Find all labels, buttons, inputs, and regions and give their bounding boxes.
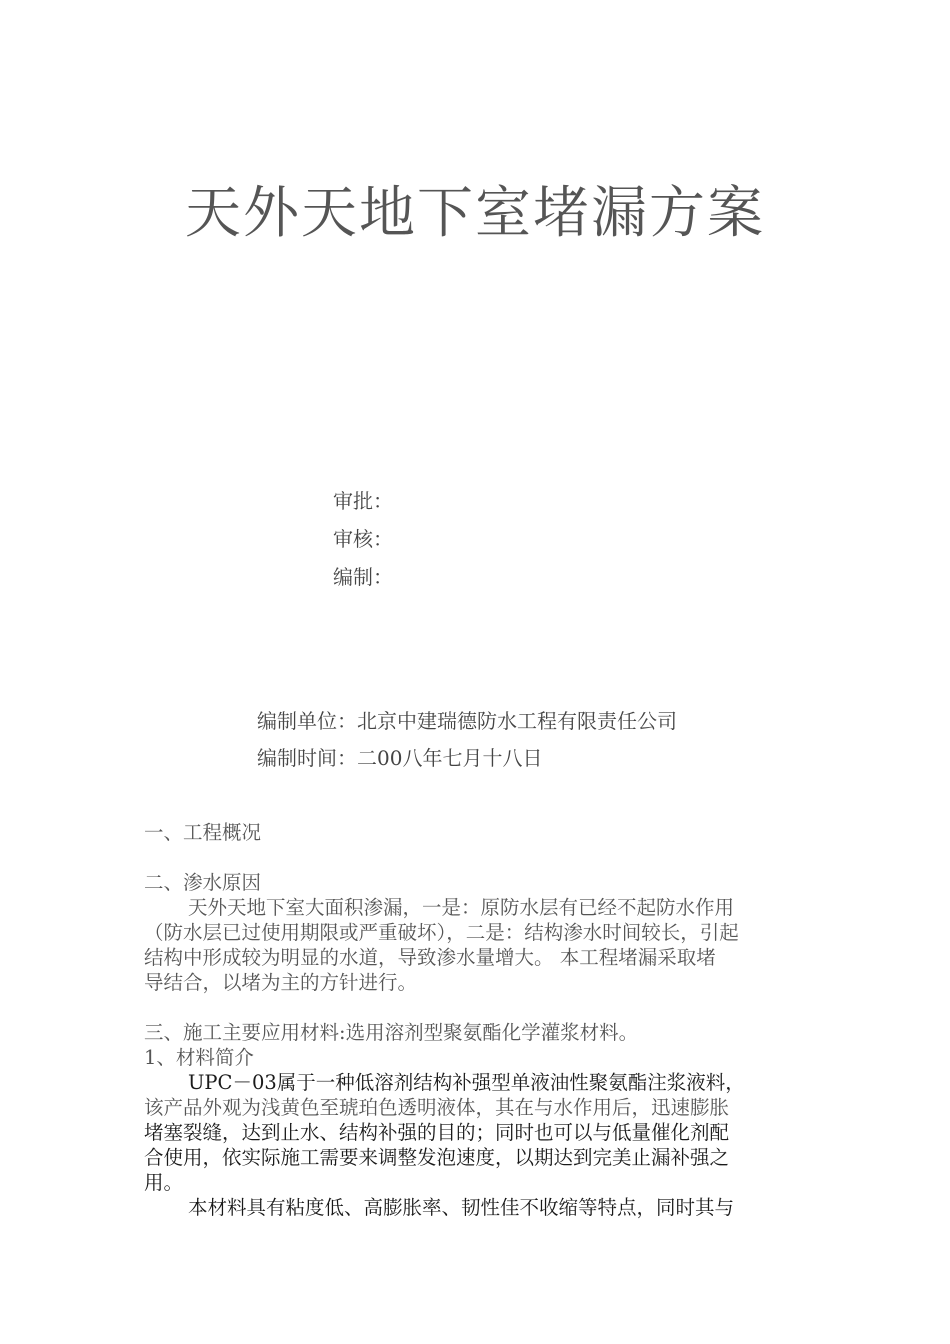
paragraph-line: 天外天地下室大面积渗漏，一是：原防水层有已经不起防水作用 <box>188 896 735 919</box>
paragraph-line: UPC－03属于一种低溶剂结构补强型单液油性聚氨酯注浆液料， <box>188 1071 745 1094</box>
document-body <box>144 820 808 1220</box>
compile-unit: 编制单位：北京中建瑞德防水工程有限责任公司 <box>257 709 677 733</box>
author-label: 编制： <box>333 565 393 589</box>
paragraph-line: 堵塞裂缝，达到止水、结构补强的目的；同时也可以与低量催化剂配 <box>144 1121 730 1144</box>
subsection-heading: 1、材料简介 <box>144 1046 254 1069</box>
paragraph-line: 用。 <box>144 1171 184 1194</box>
compile-date: 编制时间：二00八年七月十八日 <box>257 746 543 770</box>
section-heading-overview: 一、工程概况 <box>144 821 262 844</box>
section-heading-cause: 二、渗水原因 <box>144 871 262 894</box>
section-heading-materials: 三、施工主要应用材料:选用溶剂型聚氨酯化学灌浆材料。 <box>144 1021 639 1044</box>
document-title: 天外天地下室堵漏方案 <box>185 181 765 246</box>
paragraph-line: 本材料具有粘度低、高膨胀率、韧性佳不收缩等特点，同时其与 <box>188 1196 735 1219</box>
paragraph-line: 合使用，依实际施工需要来调整发泡速度，以期达到完美止漏补强之 <box>144 1146 730 1169</box>
paragraph-line: （防水层已过使用期限或严重破坏），二是：结构渗水时间较长，引起 <box>144 921 739 944</box>
approve-label: 审批： <box>333 489 393 513</box>
review-label: 审核： <box>333 527 393 551</box>
compile-info <box>257 703 677 777</box>
signature-block <box>333 482 393 596</box>
paragraph-line: 导结合，以堵为主的方针进行。 <box>144 971 418 994</box>
paragraph-line: 结构中形成较为明显的水道，导致渗水量增大。 本工程堵漏采取堵 <box>144 946 716 969</box>
paragraph-line: 该产品外观为浅黄色至琥珀色透明液体，其在与水作用后，迅速膨胀 <box>144 1096 730 1119</box>
